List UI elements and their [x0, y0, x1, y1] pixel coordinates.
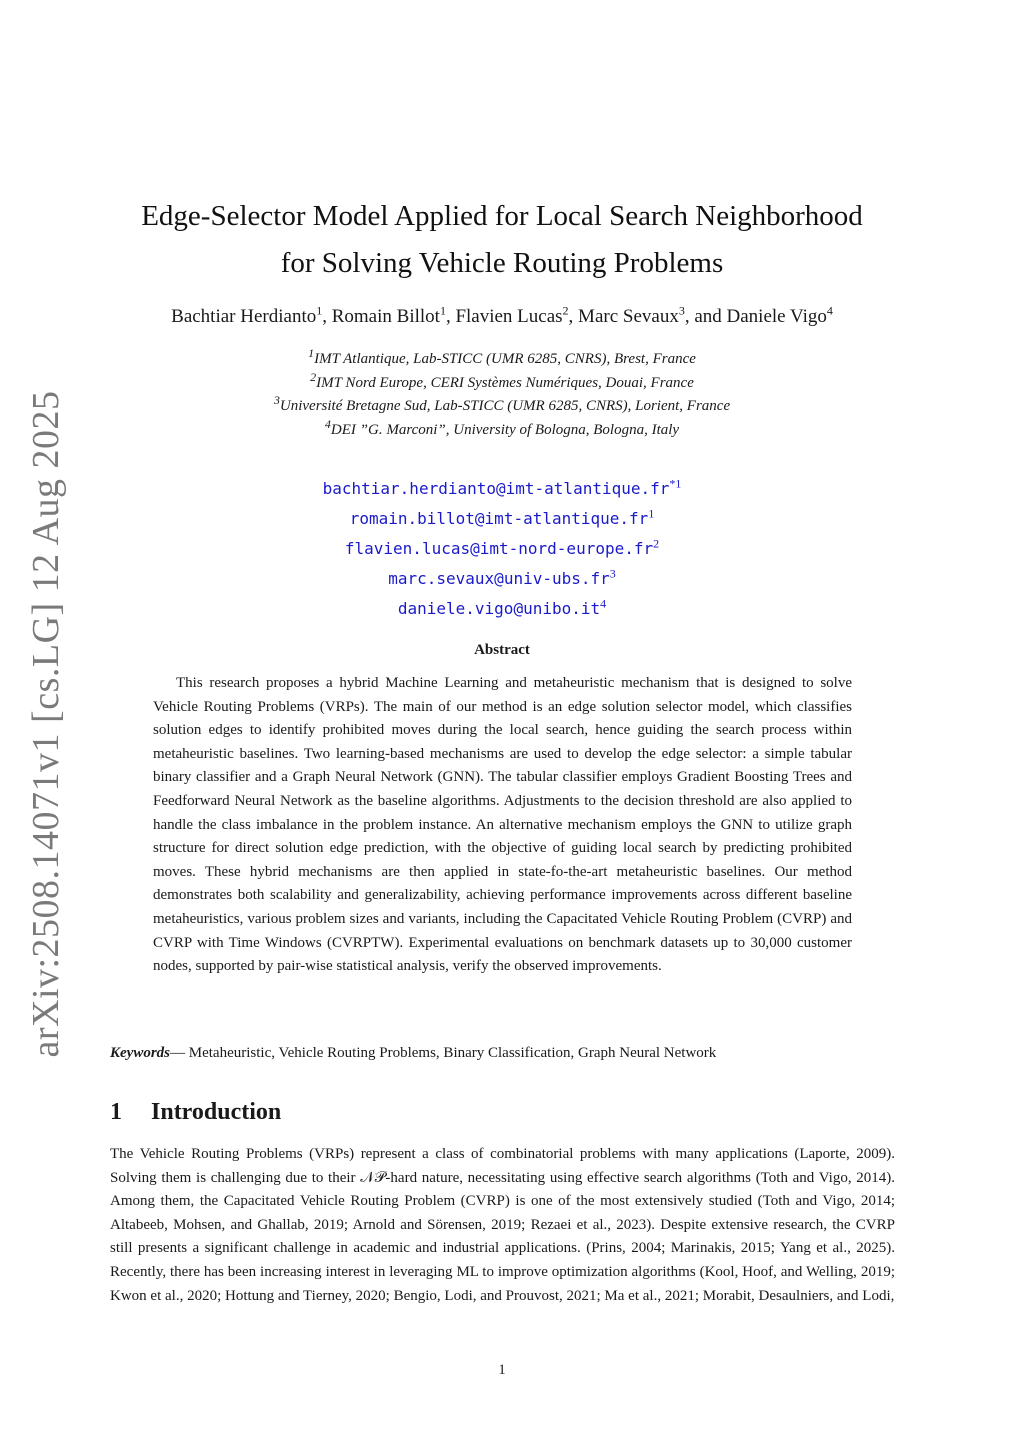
- intro-text-part2: -hard nature, necessitating using effective search algorithms (Toth and Vigo, 2014). Among them, the Capacitated Vehicle Routing Problem (CVRP) is one of the most extensively studied (Toth and Vigo, 2014; Altabeeb, Mohsen, and Ghallab, 2019; Arnold and Sörensen, 2019; Rezaei et al., 2023). Despite extensive research, the CVRP still presents a significant challenge in academic and industrial applications. (Prins, 2004; Marinakis, 2015; Yang et al., 2025). Recently, there has been increasing interest in leveraging ML to improve optimization algorithms (Kool, Hoof, and Welling, 2019; Kwon et al., 2020; Hottung and Tierney, 2020; Bengio, Lodi, and Prouvost, 2021; Ma et al., 2021; Morabit, Desaulniers, and Lodi,: [110, 1169, 895, 1304]
- author-list: [0, 304, 1004, 330]
- affiliation-item: [0, 395, 1004, 419]
- affiliation-text: IMT Atlantique, Lab-STICC (UMR 6285, CNRS), Brest, France: [314, 351, 696, 367]
- affiliation-item: [0, 348, 1004, 372]
- abstract-heading: Abstract: [474, 642, 530, 658]
- author-name: Marc Sevaux: [578, 306, 679, 327]
- affiliation-text: Université Bretagne Sud, Lab-STICC (UMR 6285, CNRS), Lorient, France: [279, 398, 731, 414]
- email-item: [0, 504, 1004, 534]
- email-link[interactable]: romain.billot@imt-atlantique.fr: [349, 509, 649, 528]
- email-marker: 3: [609, 566, 616, 581]
- email-list: [0, 474, 1004, 624]
- email-link[interactable]: bachtiar.herdianto@imt-atlantique.fr: [322, 479, 670, 498]
- title-line-2: for Solving Vehicle Routing Problems: [280, 247, 724, 279]
- introduction-paragraph: [110, 1143, 895, 1308]
- author-name: Flavien Lucas: [455, 306, 563, 327]
- email-item: [0, 564, 1004, 594]
- affiliation-marker: 4: [324, 416, 331, 431]
- email-item: [0, 594, 1004, 624]
- affiliation-list: [0, 348, 1004, 442]
- affiliation-marker: 3: [273, 393, 280, 407]
- affiliation-text: DEI ”G. Marconi”, University of Bologna, Bologna, Italy: [330, 421, 680, 438]
- keywords-label: Keywords: [110, 1045, 170, 1061]
- keywords-text: Metaheuristic, Vehicle Routing Problems, Binary Classification, Graph Neural Network: [188, 1045, 717, 1061]
- author-separator: ,: [568, 306, 579, 327]
- arxiv-identifier-stamp: arXiv:2508.14071v1 [cs.LG] 12 Aug 2025: [25, 390, 67, 1058]
- author-name: Bachtiar Herdianto: [171, 306, 317, 327]
- email-marker: 1: [648, 506, 655, 521]
- author-affil-marker: 2: [562, 303, 569, 318]
- np-symbol: 𝒩𝒫: [360, 1169, 386, 1186]
- affiliation-marker: 1: [308, 346, 315, 360]
- email-item: [0, 474, 1004, 504]
- author-separator: , and: [684, 306, 727, 327]
- keywords-dash: —: [170, 1045, 189, 1061]
- author-affil-marker: 3: [678, 303, 685, 318]
- email-marker: *1: [669, 476, 682, 491]
- email-marker: 4: [600, 596, 607, 611]
- section-number: 1: [110, 1099, 122, 1125]
- author-affil-marker: 1: [316, 303, 323, 318]
- affiliation-marker: 2: [310, 369, 317, 384]
- paper-title: [0, 193, 1004, 287]
- affiliation-item: [0, 416, 1004, 443]
- author-separator: ,: [445, 306, 456, 327]
- section-heading: [110, 1095, 281, 1129]
- page-number: 1: [498, 1362, 506, 1378]
- keywords-line: [110, 1042, 900, 1064]
- abstract-text: This research proposes a hybrid Machine Learning and metaheuristic mechanism that is designed to solve Vehicle Routing Problems (VRPs). The main of our method is an edge solution selector model, which classifies solution edges to identify prohibited moves during the local search, hence guiding the search process within metaheuristic baselines. Two learning-based mechanisms are used to develop the edge selector: a simple tabular binary classifier and a Graph Neural Network (GNN). The tabular classifier employs Gradient Boosting Trees and Feedforward Neural Network as the baseline algorithms. Adjustments to the decision threshold are also applied to handle the class imbalance in the problem instance. An alternative mechanism employs the GNN to utilize graph structure for direct solution edge prediction, with the objective of guiding local search by predicting prohibited moves. These hybrid mechanisms are then applied in state-fo-the-art metaheuristic baselines. Our method demonstrates both scalability and generalizability, achieving performance improvements across different baseline metaheuristics, various problem sizes and variants, including the Capacitated Vehicle Routing Problem (CVRP) and CVRP with Time Windows (CVRPTW). Experimental evaluations on benchmark datasets up to 30,000 customer nodes, supported by pair-wise statistical analysis, verify the observed improvements.: [153, 675, 852, 975]
- title-line-1: Edge-Selector Model Applied for Local Search Neighborhood: [141, 200, 863, 232]
- email-link[interactable]: daniele.vigo@unibo.it: [397, 599, 601, 618]
- author-affil-marker: 4: [826, 303, 833, 318]
- affiliation-text: IMT Nord Europe, CERI Systèmes Numériques, Douai, France: [316, 374, 694, 391]
- author-separator: ,: [322, 306, 332, 327]
- email-item: [0, 534, 1004, 564]
- email-link[interactable]: marc.sevaux@univ-ubs.fr: [388, 569, 610, 588]
- author-name: Romain Billot: [331, 306, 440, 327]
- affiliation-item: [0, 369, 1004, 396]
- author-affil-marker: 1: [439, 303, 446, 318]
- intro-text-part1: The Vehicle Routing Problems (VRPs) represent a class of combinatorial problems with many applications (Laporte, 2009). Solving them is challenging due to their: [110, 1146, 895, 1186]
- email-link[interactable]: flavien.lucas@imt-nord-europe.fr: [344, 539, 654, 558]
- email-marker: 2: [653, 536, 660, 551]
- author-name: Daniele Vigo: [726, 306, 827, 327]
- section-title: Introduction: [151, 1099, 282, 1125]
